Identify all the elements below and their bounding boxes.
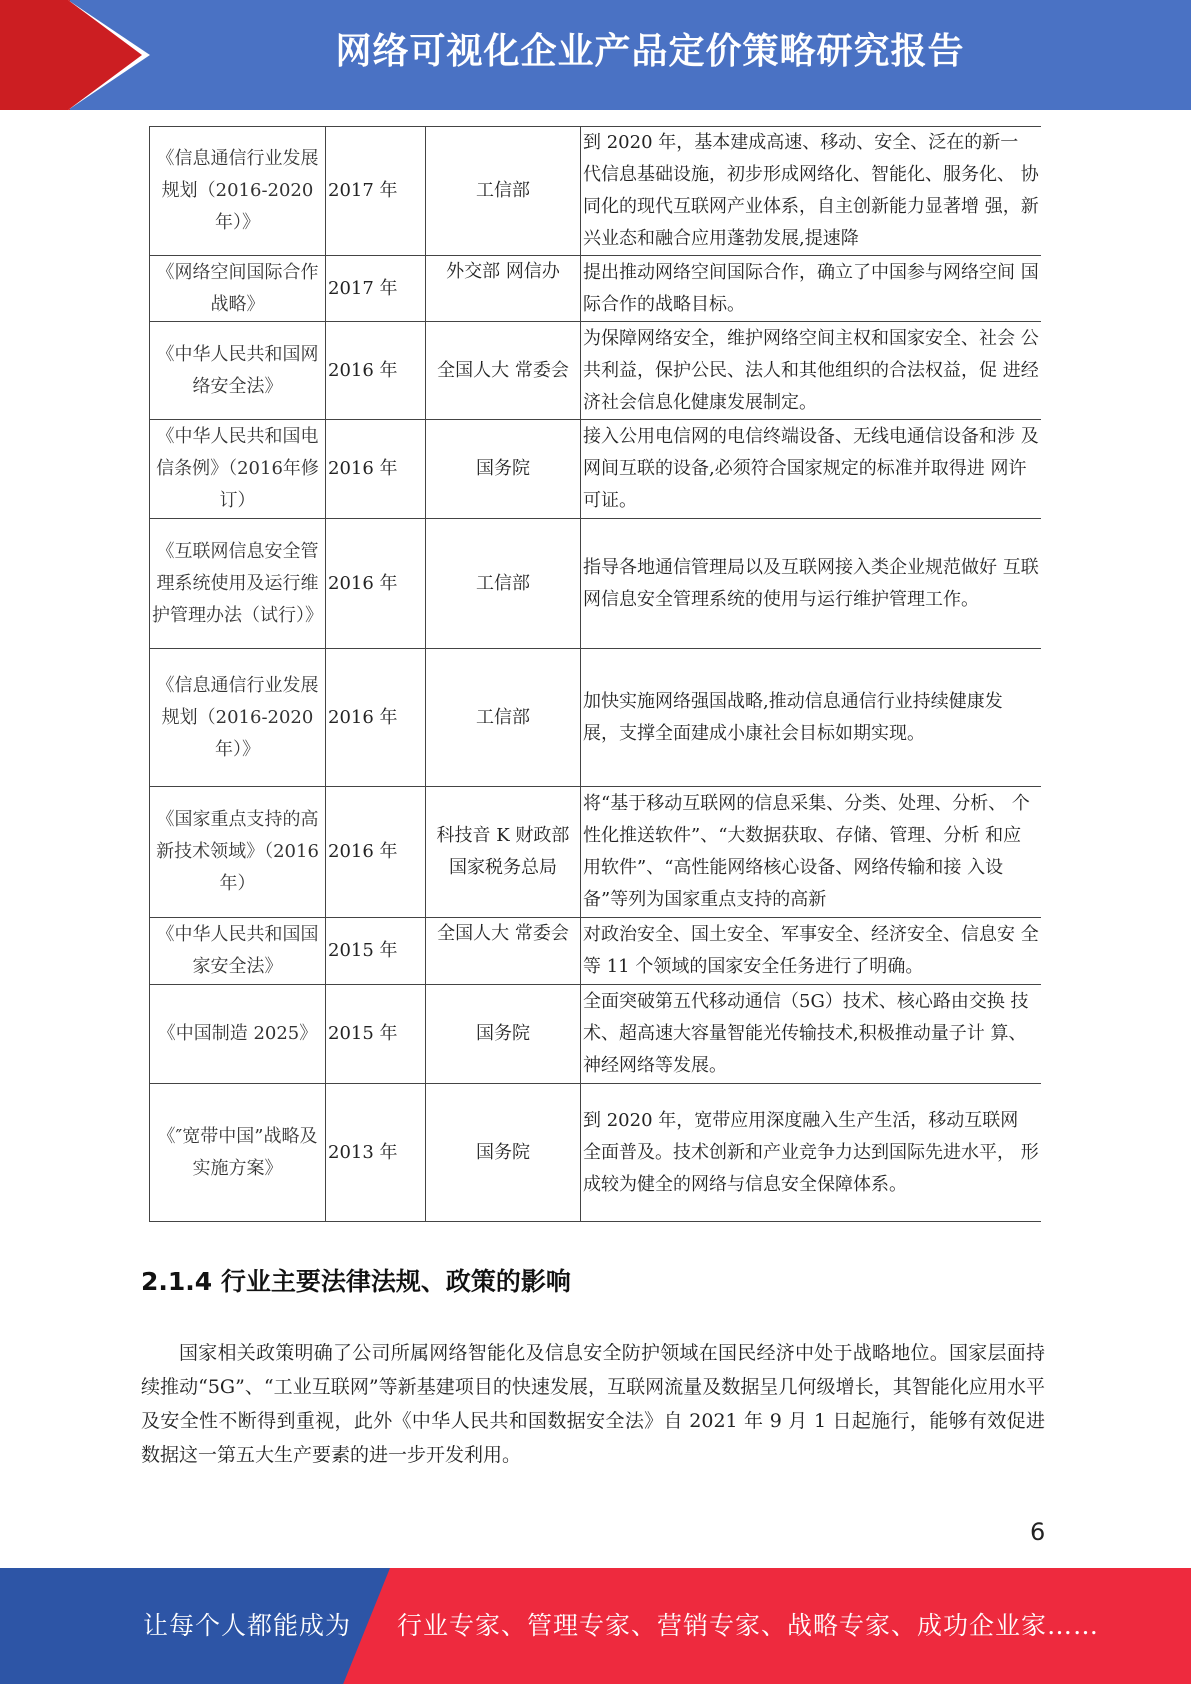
policy-description: 为保障网络安全，维护网络空间主权和国家安全、社会 公共利益，保护公民、法人和其他组织的合法权益，促 进经济社会信息化健康发展制定。 [581,322,1042,420]
policy-year: 2017 年 [326,127,426,256]
policy-name: 《信息通信行业发展规划（2016-2020年）》 [150,649,326,787]
policy-year: 2015 年 [326,918,426,985]
page-number: 6 [1030,1518,1046,1546]
policy-department: 工信部 [426,127,581,256]
footer-slogan-right: 行业专家、管理专家、营销专家、战略专家、成功企业家…… [397,1611,1100,1640]
table-row [150,127,1042,256]
table-row [150,649,1042,787]
page-header [0,0,1191,110]
section-paragraph: 国家相关政策明确了公司所属网络智能化及信息安全防护领域在国民经济中处于战略地位。国家层面持续推动“5G”、“工业互联网”等新基建项目的快速发展，互联网流量及数据呈几何级增长，其智能化应用水平及安全性不断得到重视，此外《中华人民共和国数据安全法》自 2021 年 9 月 1 日起施行，能够有效促进数据这一第五大生产要素的进一步开发利用。 [141,1342,1045,1466]
table-row [150,420,1042,519]
policy-description: 对政治安全、国土安全、军事安全、经济安全、信息安 全等 11 个领域的国家安全任务进行了明确。 [581,918,1042,985]
policy-department: 工信部 [426,649,581,787]
policy-year: 2013 年 [326,1084,426,1222]
footer-slogan-left: 让每个人都能成为 [143,1611,352,1640]
policy-description: 到 2020 年，宽带应用深度融入生产生活，移动互联网 全面普及。技术创新和产业竞争力达到国际先进水平， 形成较为健全的网络与信息安全保障体系。 [581,1084,1042,1222]
table-row [150,1084,1042,1222]
policy-name: 《中华人民共和国电信条例》（2016年修订） [150,420,326,519]
header-red-chevron [68,0,142,110]
policy-description: 加快实施网络强国战略,推动信息通信行业持续健康发 展，支撑全面建成小康社会目标如期实现。 [581,649,1042,787]
policy-name: 《中华人民共和国网络安全法》 [150,322,326,420]
table-row [150,322,1042,420]
policy-year: 2017 年 [326,256,426,322]
policy-name: 《中国制造 2025》 [150,985,326,1084]
page-footer [0,1568,1191,1684]
policy-department: 工信部 [426,519,581,649]
table-row [150,519,1042,649]
policy-year: 2016 年 [326,420,426,519]
policy-name: 《信息通信行业发展规划（2016-2020年）》 [150,127,326,256]
policy-description: 将“基于移动互联网的信息采集、分类、处理、分析、 个性化推送软件”、“大数据获取、存储、管理、分析 和应用软件”、“高性能网络核心设备、网络传输和接 入设备”等列为国家重点支持的高新 [581,787,1042,918]
policy-table [149,126,1041,1222]
policy-department: 国务院 [426,1084,581,1222]
policy-name: 《国家重点支持的高新技术领域》（2016 年） [150,787,326,918]
policy-description: 提出推动网络空间国际合作，确立了中国参与网络空间 国际合作的战略目标。 [581,256,1042,322]
table-row [150,787,1042,918]
policy-name: 《网络空间国际合作战略》 [150,256,326,322]
policy-name: 《″宽带中国”战略及实施方案》 [150,1084,326,1222]
policy-name: 《互联网信息安全管理系统使用及运行维护管理办法（试行）》 [150,519,326,649]
policy-department: 科技音 K 财政部国家税务总局 [426,787,581,918]
section-heading: 2.1.4 行业主要法律法规、政策的影响 [141,1267,571,1296]
policy-name: 《中华人民共和国国家安全法》 [150,918,326,985]
policy-department: 全国人大 常委会 [426,322,581,420]
table-row [150,256,1042,322]
table-row [150,985,1042,1084]
policy-department: 全国人大 常委会 [426,918,581,985]
header-red-block [0,0,70,110]
policy-department: 国务院 [426,420,581,519]
policy-year: 2016 年 [326,649,426,787]
policy-year: 2016 年 [326,519,426,649]
report-title: 网络可视化企业产品定价策略研究报告 [335,31,965,72]
policy-description: 接入公用电信网的电信终端设备、无线电通信设备和涉 及网间互联的设备,必须符合国家规定的标准并取得进 网许可证。 [581,420,1042,519]
policy-year: 2016 年 [326,787,426,918]
policy-description: 全面突破第五代移动通信（5G）技术、核心路由交换 技术、超高速大容量智能光传输技术,积极推动量子计 算、神经网络等发展。 [581,985,1042,1084]
policy-description: 到 2020 年，基本建成高速、移动、安全、泛在的新一 代信息基础设施，初步形成网络化、智能化、服务化、 协同化的现代互联网产业体系，自主创新能力显著增 强，新兴业态和融合应用蓬勃发展,提速降 [581,127,1042,256]
policy-description: 指导各地通信管理局以及互联网接入类企业规范做好 互联网信息安全管理系统的使用与运行维护管理工作。 [581,519,1042,649]
policy-department: 国务院 [426,985,581,1084]
policy-department: 外交部 网信办 [426,256,581,322]
table-row [150,918,1042,985]
policy-year: 2015 年 [326,985,426,1084]
policy-year: 2016 年 [326,322,426,420]
